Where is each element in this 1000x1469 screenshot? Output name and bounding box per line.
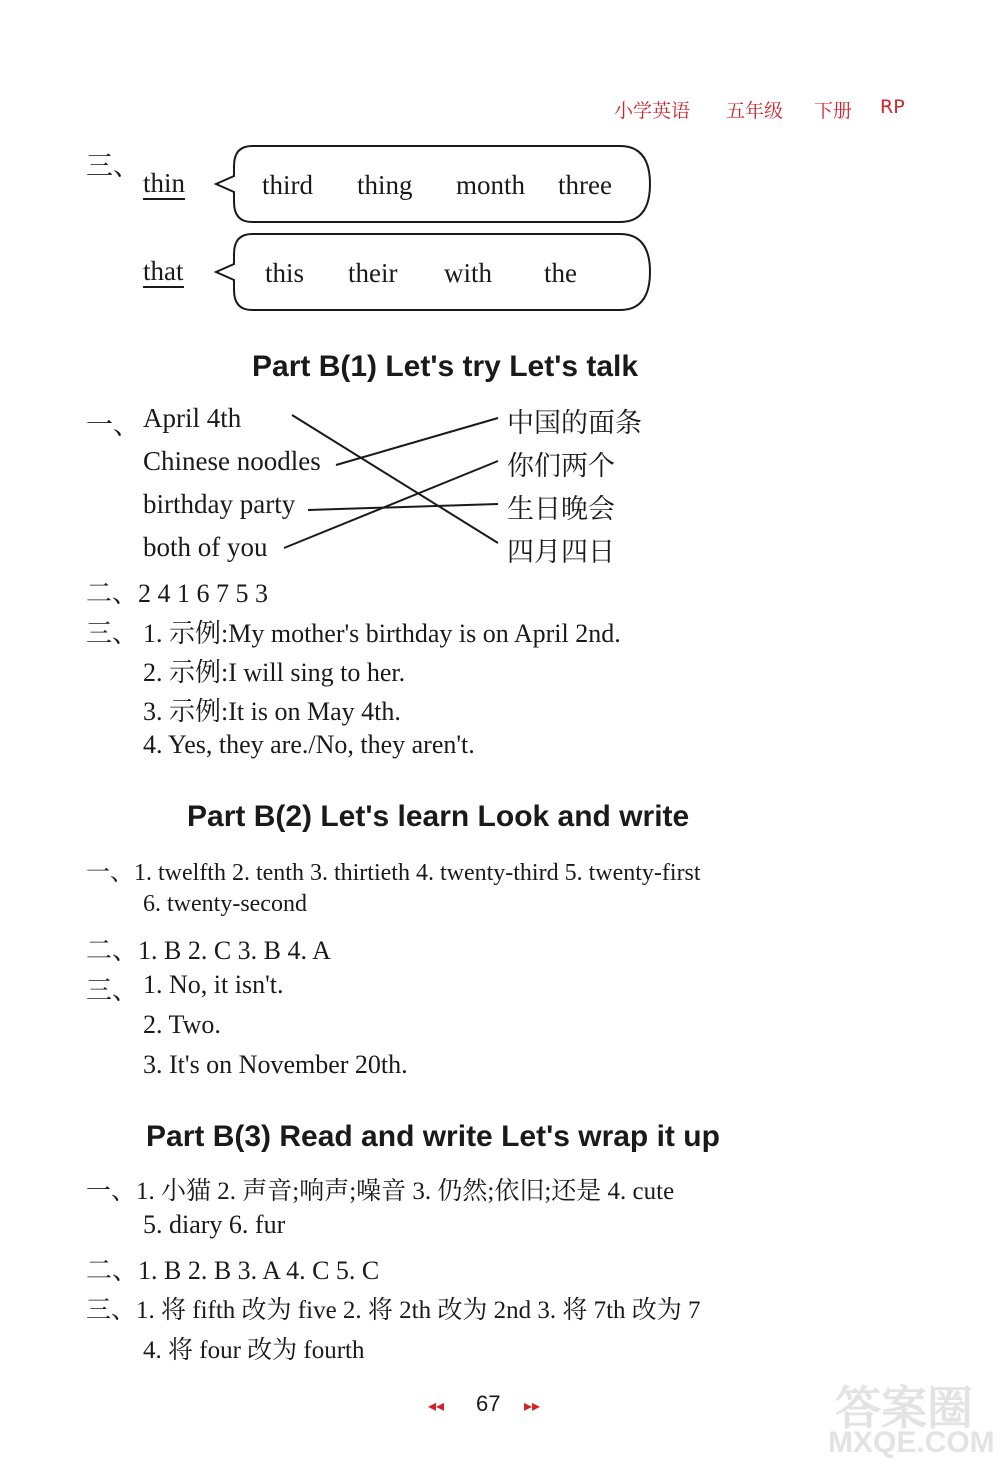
book-grade: 五年级 (726, 100, 784, 122)
b2-q3-answer: 2. Two. (143, 1010, 221, 1039)
match-line (292, 415, 498, 543)
book-edition: RP (880, 96, 905, 118)
match-right-item: 中国的面条 (507, 408, 642, 438)
match-right-item: 你们两个 (507, 451, 615, 481)
section-title-b3: Part B(3) Read and write Let's wrap it up (146, 1120, 720, 1153)
match-left-item: April 4th (143, 403, 242, 433)
match-left-item: both of you (143, 532, 268, 562)
page-number: 67 (476, 1391, 501, 1416)
phonics-word: with (444, 258, 493, 288)
b1-q3-answer: 4. Yes, they are./No, they aren't. (143, 730, 475, 759)
match-lines (270, 400, 510, 560)
match-line (336, 418, 498, 465)
b3-q2-answer: 二、1. B 2. B 3. A 4. C 5. C (86, 1256, 380, 1285)
phonics-word: third (262, 170, 313, 200)
b2-q3-answer: 3. It's on November 20th. (143, 1050, 408, 1079)
watermark-url: MXQE.COM (828, 1426, 995, 1459)
b3-q1-answer: 一、1. 小猫 2. 声音;响声;噪音 3. 仍然;依旧;还是 4. cute (86, 1178, 675, 1205)
phonics-word: three (558, 170, 612, 200)
match-left-item: Chinese noodles (143, 446, 321, 476)
match-left-item: birthday party (143, 489, 296, 519)
book-subject: 小学英语 (614, 100, 691, 122)
phonics-marker: 三、 (86, 151, 140, 181)
b1-q1-marker: 一、 (86, 410, 140, 440)
section-title-b1: Part B(1) Let's try Let's talk (252, 350, 639, 383)
section-title-b2: Part B(2) Let's learn Look and write (187, 800, 690, 833)
match-right-item: 生日晚会 (507, 494, 615, 524)
phonics-word: the (544, 258, 577, 288)
b1-q2-answer: 二、2 4 1 6 7 5 3 (86, 579, 269, 608)
b3-q3-answer-cont: 4. 将 four 改为 fourth (143, 1337, 365, 1364)
next-arrows-icon: ▸▸ (524, 1396, 541, 1415)
match-right-item: 四月四日 (507, 537, 615, 567)
speech-bubbles (200, 140, 660, 320)
book-volume: 下册 (814, 100, 853, 122)
b2-q1-answer-cont: 6. twenty-second (143, 891, 307, 917)
phonics-word: their (348, 258, 398, 288)
b3-q3-answer: 三、1. 将 fifth 改为 five 2. 将 2th 改为 2nd 3. 将 7th 改为 7 (86, 1297, 701, 1324)
phonics-key-thin: thin (143, 168, 186, 198)
b1-q3-answer: 2. 示例:I will sing to her. (143, 658, 406, 687)
watermark-logo-text: 答案圈 (835, 1382, 973, 1434)
phonics-word: month (456, 170, 526, 200)
b1-q3-marker: 三、 (86, 619, 139, 648)
match-line (308, 504, 498, 510)
b1-q3-answer: 3. 示例:It is on May 4th. (143, 697, 401, 726)
b2-q3-marker: 三、 (86, 976, 139, 1005)
b3-q1-answer-cont: 5. diary 6. fur (143, 1210, 286, 1239)
phonics-word: thing (357, 170, 413, 200)
b2-q1-answer: 一、1. twelfth 2. tenth 3. thirtieth 4. twenty-third 5. twenty-first (86, 860, 701, 886)
b2-q3-answer: 1. No, it isn't. (143, 970, 284, 999)
phonics-key-that: that (143, 256, 184, 286)
phonics-word: this (265, 258, 305, 288)
prev-arrows-icon: ◂◂ (428, 1396, 445, 1415)
b2-q2-answer: 二、1. B 2. C 3. B 4. A (86, 936, 331, 965)
b1-q3-answer: 1. 示例:My mother's birthday is on April 2nd. (143, 619, 621, 648)
